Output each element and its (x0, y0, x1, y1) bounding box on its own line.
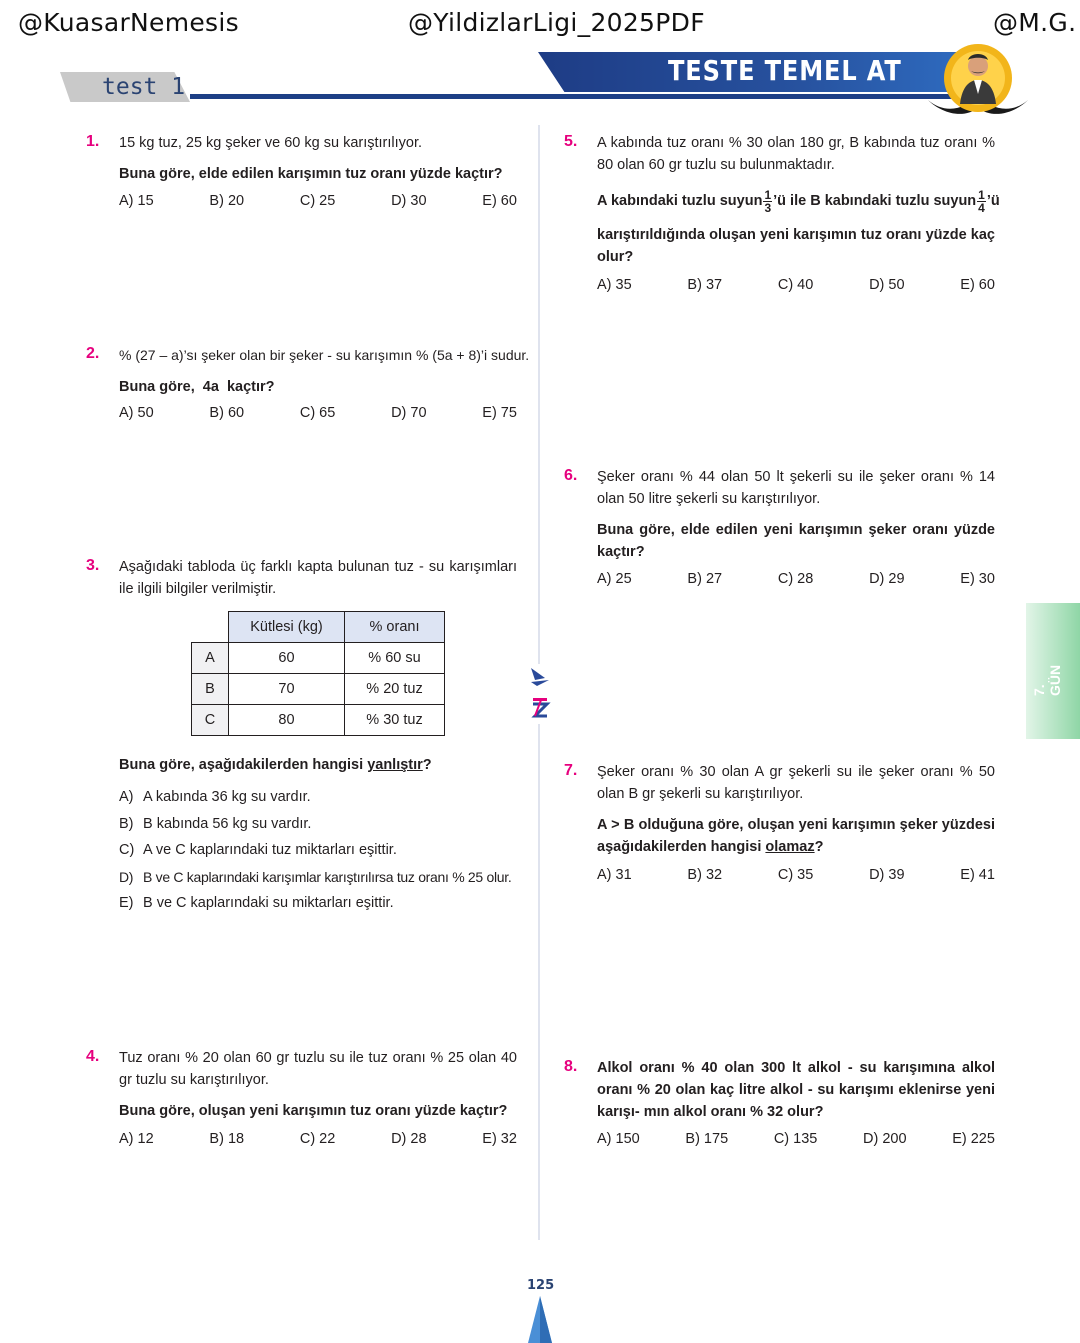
cell-ratio: % 20 tuz (345, 674, 445, 705)
statement-a[interactable] (119, 787, 311, 807)
option-c[interactable]: C) 22 (299, 1131, 336, 1147)
question-prompt (119, 754, 519, 776)
statement-e[interactable] (119, 893, 394, 913)
cell-mass: 70 (229, 674, 345, 705)
option-e[interactable]: E) 75 (482, 405, 517, 421)
cell-mass: 80 (229, 705, 345, 736)
statement-letter: A) (119, 789, 134, 805)
question-prompt-line2: karıştırıldığında oluşan yeni karışımın tuz oranı yüzde kaç olur? (597, 227, 995, 265)
statement-letter: B) (119, 816, 134, 832)
table-header-ratio: % oranı (345, 612, 445, 643)
question-prompt: Buna göre, oluşan yeni karışımın tuz oranı yüzde kaçtır? (119, 1103, 508, 1119)
option-e[interactable]: E) 225 (952, 1131, 995, 1147)
statement-c[interactable] (119, 840, 397, 860)
mascot-icon (924, 40, 1032, 120)
question-text: A kabında tuz oranı % 30 olan 180 gr, B kabında tuz oranı % 80 olan 60 gr tuzlu su bulunmaktadır. (597, 135, 995, 173)
row-label: B (192, 674, 229, 705)
statement-text: B ve C kaplarındaki karışımlar karıştırılırsa tuz oranı % 25 olur. (143, 869, 512, 885)
option-e[interactable]: E) 41 (960, 867, 995, 883)
table-row (192, 705, 445, 736)
question-number: 7. (564, 762, 578, 779)
question-number: 4. (86, 1048, 100, 1065)
answer-options (119, 1131, 517, 1147)
row-label: A (192, 643, 229, 674)
prompt-keyword: yanlıştır (367, 757, 423, 773)
question-prompt: Buna göre, elde edilen karışımın tuz oranı yüzde kaçtır? (119, 166, 503, 182)
fraction-numerator: 1 (764, 187, 772, 202)
statement-text: B kabında 56 kg su vardır. (143, 816, 312, 832)
cell-ratio: % 60 su (345, 643, 445, 674)
prompt-text: A kabındaki tuzlu suyun (597, 193, 763, 209)
prompt-text: Buna göre, aşağıdakilerden hangisi (119, 757, 368, 773)
question-text: Şeker oranı % 30 olan A gr şekerli su ile şeker oranı % 50 olan B gr şekerli su karıştırılıyor. (597, 764, 995, 802)
answer-options (119, 193, 517, 209)
prompt-text: A > B olduğuna göre, oluşan yeni karışımın şeker yüzdesi aşağıdakilerden hangisi (597, 817, 995, 855)
question-prompt: Alkol oranı % 40 olan 300 lt alkol - su karışımına alkol oranı % 20 olan kaç litre alkol - su karışımı eklenirse yeni karışı- mın alkol oranı % 32 olur? (597, 1060, 995, 1120)
statement-d[interactable] (119, 867, 511, 887)
option-c[interactable]: C) 35 (777, 867, 814, 883)
question-number: 1. (86, 133, 100, 150)
option-b[interactable]: B) 18 (209, 1131, 245, 1147)
option-a[interactable]: A) 12 (119, 1131, 154, 1147)
option-e[interactable]: E) 32 (482, 1131, 517, 1147)
table-row (192, 674, 445, 705)
option-b[interactable]: B) 37 (687, 277, 723, 293)
prompt-end: ? (814, 839, 824, 855)
option-e[interactable]: E) 30 (960, 571, 995, 587)
option-b[interactable]: B) 20 (209, 193, 245, 209)
option-c[interactable]: C) 65 (299, 405, 336, 421)
mixture-table (191, 611, 445, 736)
question-prompt (597, 814, 995, 858)
question-prompt: Buna göre, 4a kaçtır? (119, 379, 275, 395)
question-text: Aşağıdaki tabloda üç farklı kapta bulunan tuz - su karışımları ile ilgili bilgiler verilmiştir. (119, 559, 517, 597)
question-text: 15 kg tuz, 25 kg şeker ve 60 kg su karıştırılıyor. (119, 135, 423, 151)
prompt-end: ? (422, 757, 432, 773)
page-marker-icon (528, 1296, 552, 1343)
statement-b[interactable] (119, 814, 311, 834)
option-a[interactable]: A) 35 (597, 277, 632, 293)
option-b[interactable]: B) 27 (687, 571, 723, 587)
prompt-text: ’ü ile B kabındaki tuzlu suyun (773, 193, 977, 209)
table-header-mass: Kütlesi (kg) (229, 612, 345, 643)
option-a[interactable]: A) 25 (597, 571, 632, 587)
watermark-left: @KuasarNemesis (18, 8, 239, 37)
answer-options (597, 277, 995, 293)
row-label: C (192, 705, 229, 736)
table-row (192, 643, 445, 674)
header-rule (190, 94, 990, 99)
banner-title: TESTE TEMEL AT (668, 54, 902, 87)
statement-letter: E) (119, 895, 134, 911)
option-b[interactable]: B) 60 (209, 405, 245, 421)
question-prompt: Buna göre, elde edilen yeni karışımın şeker oranı yüzde kaçtır? (597, 522, 995, 560)
option-a[interactable]: A) 150 (597, 1131, 640, 1147)
question-number: 5. (564, 133, 578, 150)
statement-letter: D) (119, 869, 134, 885)
option-d[interactable]: D) 70 (391, 405, 427, 421)
option-c[interactable]: C) 28 (777, 571, 814, 587)
option-e[interactable]: E) 60 (960, 277, 995, 293)
cell-ratio: % 30 tuz (345, 705, 445, 736)
question-number: 6. (564, 467, 578, 484)
fraction-one-quarter (977, 189, 986, 214)
question-prompt-line1 (597, 183, 1000, 219)
page-number: 125 (527, 1278, 555, 1293)
question-text: Tuz oranı % 20 olan 60 gr tuzlu su ile tuz oranı % 25 olan 40 gr tuzlu su karıştırılıyor. (119, 1050, 517, 1088)
answer-options (119, 405, 517, 421)
fraction-numerator: 1 (978, 187, 985, 202)
question-text: % (27 – a)’sı şeker olan bir şeker - su karışımın % (5a + 8)’i sudur. (119, 347, 530, 363)
option-d[interactable]: D) 200 (863, 1131, 907, 1147)
option-d[interactable]: D) 28 (391, 1131, 427, 1147)
question-number: 2. (86, 345, 100, 362)
option-d[interactable]: D) 30 (391, 193, 427, 209)
statement-letter: C) (119, 842, 135, 858)
option-a[interactable]: A) 31 (597, 867, 632, 883)
question-number: 8. (564, 1058, 578, 1075)
prompt-text: ’ü (986, 193, 1000, 209)
option-d[interactable]: D) 29 (869, 571, 905, 587)
fraction-one-third (763, 189, 772, 214)
fraction-denominator: 3 (764, 200, 772, 215)
option-b[interactable]: B) 32 (687, 867, 723, 883)
prompt-keyword: olamaz (765, 839, 815, 855)
test-label: test 1 (102, 74, 186, 100)
answer-options (597, 1131, 995, 1147)
statement-text: B ve C kaplarındaki su miktarları eşittir. (143, 895, 394, 911)
cell-mass: 60 (229, 643, 345, 674)
day-label: 7. GÜN (1031, 664, 1063, 696)
option-a[interactable]: A) 15 (119, 193, 154, 209)
statement-text: A kabında 36 kg su vardır. (143, 789, 311, 805)
option-d[interactable]: D) 50 (869, 277, 905, 293)
option-e[interactable]: E) 60 (482, 193, 517, 209)
answer-options (597, 867, 995, 883)
publisher-logo-icon (527, 664, 553, 724)
option-c[interactable]: C) 25 (299, 193, 336, 209)
answer-options (597, 571, 995, 587)
option-a[interactable]: A) 50 (119, 405, 154, 421)
statement-text: A ve C kaplarındaki tuz miktarları eşittir. (143, 842, 397, 858)
table-corner (192, 612, 229, 643)
fraction-denominator: 4 (978, 200, 985, 215)
option-c[interactable]: C) 135 (773, 1131, 818, 1147)
question-text: Şeker oranı % 44 olan 50 lt şekerli su ile şeker oranı % 14 olan 50 litre şekerli su karıştırılıyor. (597, 469, 995, 507)
question-number: 3. (86, 557, 100, 574)
watermark-right: @M.G. (993, 8, 1077, 37)
option-c[interactable]: C) 40 (777, 277, 814, 293)
option-d[interactable]: D) 39 (869, 867, 905, 883)
watermark-center: @YildizlarLigi_2025PDF (408, 8, 705, 37)
option-b[interactable]: B) 175 (685, 1131, 729, 1147)
